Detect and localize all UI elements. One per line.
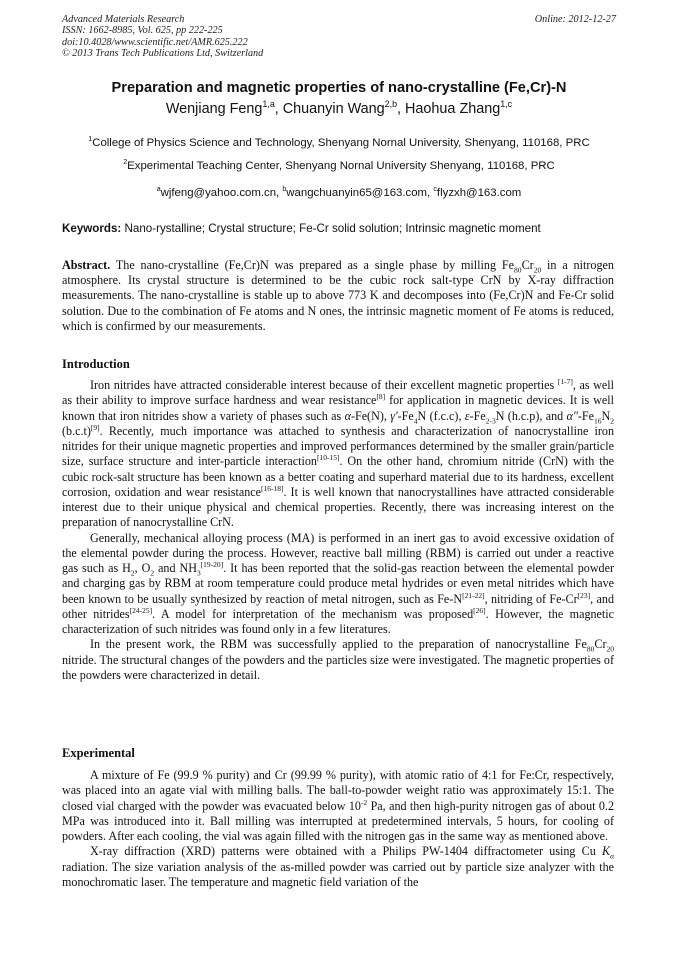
author-name: Wenjiang Feng: [165, 101, 263, 117]
affiliation-text: Experimental Teaching Center, Shenyang Nornal University Shenyang, 110168, PRC: [127, 160, 555, 172]
email-line: $^a$wjfeng@yahoo.com.cn, $^b$wangchuanyin65@163.com, $^c$flyzxh@163.com: [156, 186, 522, 199]
email-sup: c: [433, 186, 437, 194]
keywords-label: Keywords:: [62, 222, 122, 235]
email-sup: a: [156, 186, 161, 194]
paragraph: X-ray diffraction (XRD) patterns were obtained with a Philips PW-1404 diffractometer using Cu $K_\alpha$ radiation. The size variation analysis of the as-milled powder was carried out by particle size analyzer with the monochromatic laser. The temperature and magnetic field variation of the: [62, 844, 614, 889]
email-link[interactable]: flyzxh@163.com: [436, 187, 522, 199]
author-name: Chuanyin Wang: [282, 101, 385, 117]
author-sup: 2,b: [384, 99, 398, 110]
running-header: [62, 14, 616, 60]
affiliation-sup: 1: [88, 136, 93, 144]
author-name: Haohua Zhang: [405, 101, 501, 117]
author-sup: 1,a: [262, 99, 275, 110]
online-date: Online: 2012-12-27: [534, 14, 616, 25]
introduction-body: [62, 378, 614, 683]
affiliation-1: [0, 137, 678, 149]
email-sup: b: [282, 186, 287, 194]
paragraph: Generally, mechanical alloying process (MA) is performed in an inert gas to avoid excessive oxidation of the elemental powder during the process. However, reactive ball milling (RBM) is carried out under a reactive gas such as $H_2$, $O_2$ and $NH_3[19-20]$. It has been reported that the solid-gas reaction between the elemental powder and charging gas by RBM at room temperature could produce metal hydrides or even metal nitrides which have been known to be usually synthesized by reaction of metal nitrogen, such as Fe-N[21-22], nitriding of Fe-Cr[23], and other nitrides[24-25]. A model for interpretation of the mechanism was proposed[26]. However, the magnetic characterization of such nitrides was found only in a few literatures.: [62, 530, 614, 636]
paragraph: Iron nitrides have attracted considerable interest because of their excellent magnetic properties [1-7], as well as their ability to improve surface hardness and wear resistance[8] for application in magnetic devices. It is well known that iron nitrides show a variety of phases such as α-Fe(N), $\gamma'-Fe_4N$ (f.c.c), $\varepsilon-Fe_{2-3}N$ (h.c.p), and $\alpha''-Fe_{16}N_2$ (b.c.t)[9]. Recently, much importance was attached to synthesis and characterization of nanocrystalline iron nitrides for their unique magnetic properties and improved performances determined by the smaller grain/particle size, surface structure and inter-particle interaction[10-15]. On the other hand, chromium nitride (CrN) with the cubic rock-salt structure has been known as a better coating and superhard material due to its hardness, excellent corrosion, oxidation and wear resistance[16-18]. It is well known that nanocrystallines have attracted considerable interest due to their unique physical and chemical properties. Recently, there was increasing interest on the preparation of nanocrystalline CrN.: [62, 376, 615, 530]
paragraph: In the present work, the RBM was successfully applied to the preparation of nanocrystalline $Fe_{80}Cr_{20}$ nitride. The structural changes of the powders and the particles size were investigated. The magnetic properties of the powders were characterized in detail.: [62, 637, 614, 682]
email-link[interactable]: wangchuanyin65@163.com: [286, 187, 428, 199]
experimental-body: [62, 768, 614, 890]
issn: ISSN: 1662-8985, Vol. 625, pp 222-225: [62, 25, 223, 37]
abstract: Abstract. The nano-crystalline (Fe,Cr)N was prepared as a single phase by milling $Fe_{80}Cr_{20}$ in a nitrogen atmosphere. Its crystal structure is determined to be the cubic rock salt-type CrN by X-ray diffraction measurements. The nano-crystalline is stable up to above 773 K and decomposes into (Fe,Cr)N and Fe-Cr solid solution. Due to the combination of Fe atoms and N ones, the intrinsic magnetic moment of Fe atoms is reduced, which is confirmed by our measurements.: [62, 258, 614, 333]
journal-name: Advanced Materials Research: [62, 14, 185, 25]
author-list: Wenjiang Feng$^{1,a}$, Chuanyin Wang$^{2,b}$, Haohua Zhang$^{1,c}$: [165, 99, 513, 117]
author-sup: 1,c: [500, 99, 513, 110]
abstract-label: Abstract.: [62, 258, 111, 272]
copyright: © 2013 Trans Tech Publications Ltd, Switzerland: [62, 48, 264, 60]
paper-title: Preparation and magnetic properties of nano-crystalline (Fe,Cr)-N: [111, 80, 567, 96]
paragraph: A mixture of Fe (99.9 % purity) and Cr (99.99 % purity), with atomic ratio of 4:1 for Fe:Cr, respectively, was placed into an agate vial with milling balls. The ball-to-powder weight ratio was approximately 15:1. The closed vial charged with the powder was evacuated below $10^{-2}$ Pa, and then high-purity nitrogen gas of about 0.2 MPa was introduced into it. Ball milling was interrupted at predetermined intervals, 5 hours, for cooling of powders. After each cooling, the vial was again filled with the nitrogen gas in the same way as mentioned above.: [62, 768, 614, 843]
keywords: [62, 222, 616, 235]
doi: doi:10.4028/www.scientific.net/AMR.625.222: [62, 36, 248, 48]
affiliation-text: College of Physics Science and Technology, Shenyang Nornal University, Shenyang, 110168, PRC: [92, 137, 590, 149]
keywords-text: Nano-rystalline; Crystal structure; Fe-Cr solid solution; Intrinsic magnetic moment: [124, 222, 541, 235]
section-heading-experimental: Experimental: [62, 746, 135, 760]
email-link[interactable]: wjfeng@yahoo.com.cn: [160, 187, 277, 199]
section-heading-introduction: Introduction: [62, 357, 130, 371]
affiliation-2: [0, 160, 678, 172]
affiliation-sup: 2: [123, 159, 128, 167]
